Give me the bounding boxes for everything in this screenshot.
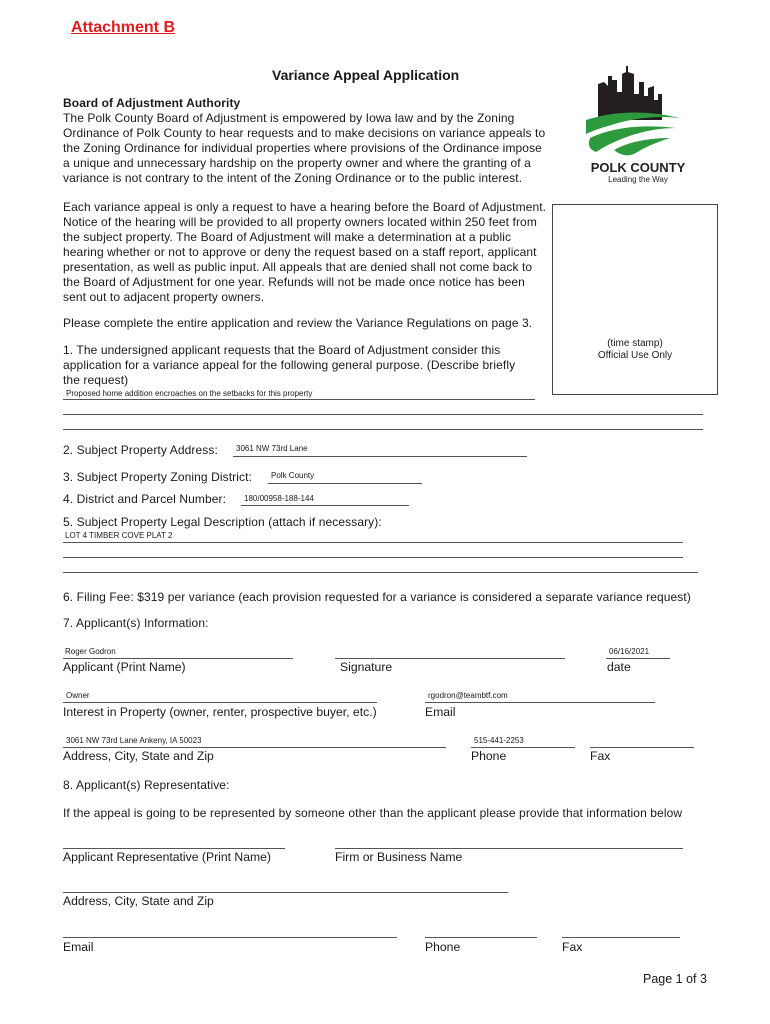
applicant-name-line [63,658,293,659]
q1-answer-line[interactable] [63,414,703,415]
date-label: date [607,660,631,674]
q5-answer-line[interactable] [63,572,698,573]
q1-answer-line [63,399,535,400]
rep-address-line[interactable] [63,892,508,893]
q2-answer-line [233,456,527,457]
q5-answer[interactable]: LOT 4 TIMBER COVE PLAT 2 [65,531,173,540]
rep-email-line[interactable] [63,937,397,938]
q1-line: 1. The undersigned applicant requests that the Board of Adjustment consider this [63,343,501,357]
q4-label: 4. District and Parcel Number: [63,492,227,506]
fax-line[interactable] [590,747,694,748]
rep-name-label: Applicant Representative (Print Name) [63,850,271,864]
q8-note: If the appeal is going to be represented by someone other than the applicant please provide that information below [63,806,683,820]
notice-line: the Board of Adjustment for one year. Refunds will not be made once notice has been [63,275,525,289]
email-label: Email [425,705,456,719]
interest-value[interactable]: Owner [66,691,90,700]
address-value[interactable]: 3061 NW 73rd Lane Ankeny, IA 50023 [66,736,202,745]
authority-line: a unique and unnecessary hardship on the property owner and where the granting of a [63,156,531,170]
rep-name-line[interactable] [63,848,285,849]
rep-phone-label: Phone [425,940,461,954]
timestamp-box [552,204,718,395]
date-value[interactable]: 06/16/2021 [609,647,650,656]
authority-line: variance is not contrary to the intent of the Zoning Ordinance or to the public interest. [63,171,523,185]
rep-fax-label: Fax [562,940,583,954]
authority-line: Ordinance of Polk County to hear requests and to make decisions on variance appeals to [63,126,546,140]
q3-answer-line [268,483,422,484]
q3-answer[interactable]: Polk County [271,471,315,480]
address-line [63,747,446,748]
firm-label: Firm or Business Name [335,850,463,864]
page-number: Page 1 of 3 [643,972,707,986]
applicant-name-value[interactable]: Roger Godron [65,647,116,656]
q4-answer-line [241,505,409,506]
q5-answer-line[interactable] [63,557,683,558]
q3-label: 3. Subject Property Zoning District: [63,470,253,484]
phone-line [471,747,575,748]
official-use-label: Official Use Only [597,350,673,361]
authority-line: the Zoning Ordinance for individual properties where provisions of the Ordinance impose [63,141,542,155]
firm-line[interactable] [335,848,683,849]
q6-label: 6. Filing Fee: $319 per variance (each provision requested for a variance is considered a separate variance request) [63,590,691,604]
rep-phone-line[interactable] [425,937,537,938]
phone-label: Phone [471,749,507,763]
authority-heading: Board of Adjustment Authority [63,96,241,110]
q1-line: application for a variance appeal for the following general purpose. (Describe briefly [63,358,516,372]
notice-line: Notice of the hearing will be provided to all property owners located within 250 feet from [63,215,537,229]
instructions: Please complete the entire application and review the Variance Regulations on page 3. [63,316,533,330]
q1-answer-line[interactable] [63,429,703,430]
q2-label: 2. Subject Property Address: [63,443,218,457]
interest-line [63,702,377,703]
applicant-name-label: Applicant (Print Name) [63,660,186,674]
logo-tagline: Leading the Way [608,175,668,184]
phone-value[interactable]: 515-441-2253 [474,736,524,745]
email-line [425,702,655,703]
date-line [606,658,670,659]
notice-line: sent out to adjacent property owners. [63,290,265,304]
notice-line: Each variance appeal is only a request to have a hearing before the Board of Adjustment. [63,200,547,214]
attachment-label: Attachment B [71,19,176,36]
q5-label: 5. Subject Property Legal Description (attach if necessary): [63,515,382,529]
rep-fax-line[interactable] [562,937,680,938]
notice-line: presentation, as well as public input. All appeals that are denied shall not come back to [63,260,533,274]
authority-line: The Polk County Board of Adjustment is empowered by Iowa law and by the Zoning [63,111,515,125]
polk-county-logo [584,64,692,186]
page-title: Variance Appeal Application [272,67,460,83]
email-value[interactable]: rgodron@teambtf.com [428,691,508,700]
signature-label: Signature [340,660,393,674]
interest-label: Interest in Property (owner, renter, prospective buyer, etc.) [63,705,377,719]
timestamp-label: (time stamp) [607,338,663,349]
q1-answer[interactable]: Proposed home addition encroaches on the setbacks for this property [66,389,313,398]
signature-line[interactable] [335,658,565,659]
q2-answer[interactable]: 3061 NW 73rd Lane [236,444,308,453]
fax-label: Fax [590,749,611,763]
notice-line: the subject property. The Board of Adjustment will make a determination at a public [63,230,512,244]
notice-line: hearing whether or not to approve or deny the request based on a staff report, applicant [63,245,537,259]
rep-address-label: Address, City, State and Zip [63,894,214,908]
logo-name: POLK COUNTY [590,160,686,175]
q7-label: 7. Applicant(s) Information: [63,616,209,630]
address-label: Address, City, State and Zip [63,749,214,763]
rep-email-label: Email [63,940,94,954]
q8-label: 8. Applicant(s) Representative: [63,778,230,792]
q1-line: the request) [63,373,129,387]
q4-answer[interactable]: 180/00958-188-144 [244,494,314,503]
q5-answer-line [63,542,683,543]
